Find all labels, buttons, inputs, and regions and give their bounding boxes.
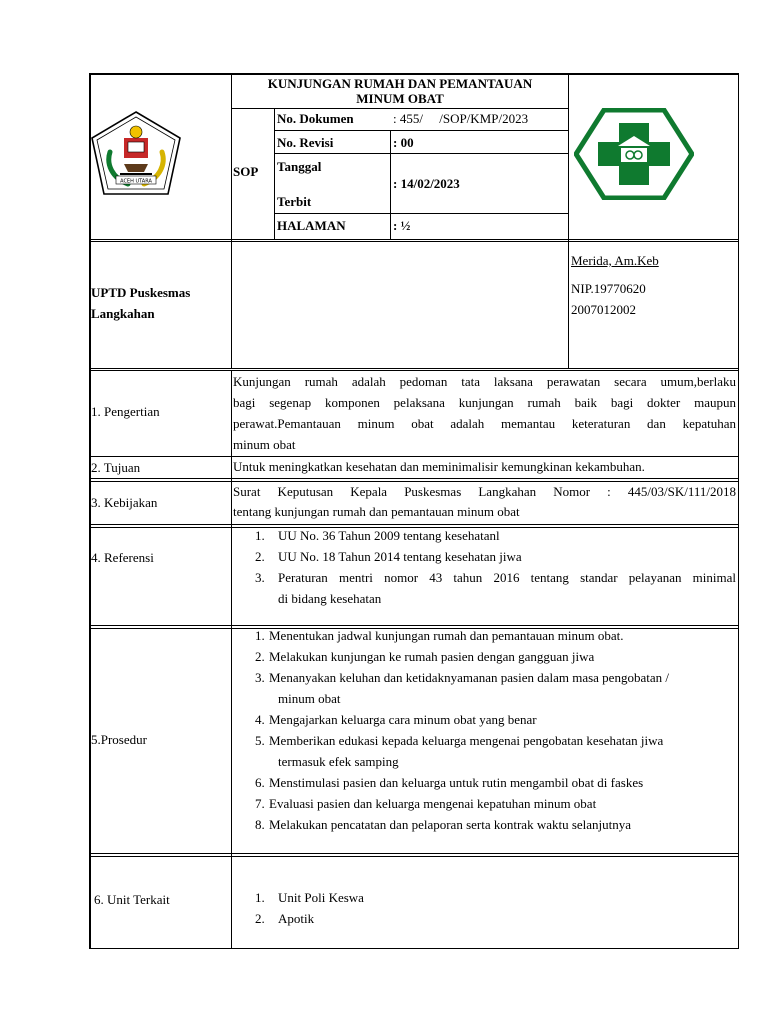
- list-item: [233, 890, 736, 911]
- pengertian-line: Kunjungan rumah adalah pedoman tata laksana perawatan secara umum,berlaku: [233, 374, 736, 389]
- section-label-prosedur: 5.Prosedur: [91, 732, 147, 747]
- issue-date-label-line1: Tanggal: [277, 159, 322, 174]
- list-item-continuation: [233, 691, 736, 712]
- doc-number-label: No. Dokumen: [277, 111, 354, 126]
- sop-label: SOP: [233, 164, 259, 179]
- list-item-continuation: [233, 754, 736, 775]
- kebijakan-text: [233, 482, 736, 522]
- pengertian-text: [233, 371, 736, 455]
- list-number: 2.: [255, 911, 265, 926]
- list-number: 1.: [255, 890, 265, 905]
- pengertian-line: bagi segenap komponen pelaksana kunjungan rumah baik bagi dokter maupun: [233, 395, 736, 410]
- doc-number-value: : 455/ /SOP/KMP/2023: [393, 111, 529, 126]
- section-label-unit-terkait: 6. Unit Terkait: [94, 892, 170, 907]
- document-title-line2: MINUM OBAT: [356, 91, 444, 106]
- list-text: termasuk efek samping: [278, 754, 399, 769]
- list-text: Menanyakan keluhan dan ketidaknyamanan pasien dalam masa pengobatan /: [269, 670, 669, 685]
- section-label-pengertian: 1. Pengertian: [91, 404, 160, 419]
- list-number: 8.: [255, 817, 265, 832]
- list-number: 3.: [255, 670, 265, 685]
- section-label-kebijakan: 3. Kebijakan: [91, 495, 158, 510]
- list-number: 1.: [255, 628, 265, 643]
- list-item: [233, 712, 736, 733]
- referensi-list: [233, 528, 736, 612]
- kebijakan-line: tentang kunjungan rumah dan pemantauan minum obat: [233, 504, 520, 519]
- list-number: 7.: [255, 796, 265, 811]
- list-item: [233, 817, 736, 838]
- issue-date-label-line2: Terbit: [277, 194, 312, 209]
- list-number: 6.: [255, 775, 265, 790]
- list-number: 4.: [255, 712, 265, 727]
- signatory-nip-line2: 2007012002: [571, 302, 636, 317]
- tujuan-text: Untuk meningkatkan kesehatan dan meminimalisir kemungkinan kekambuhan.: [233, 459, 645, 474]
- section-label-tujuan: 2. Tujuan: [91, 460, 141, 475]
- list-number: 2.: [255, 549, 265, 564]
- list-text: Mengajarkan keluarga cara minum obat yang benar: [269, 712, 537, 727]
- puskesmas-logo: [574, 108, 694, 200]
- list-number: 2.: [255, 649, 265, 664]
- list-item: [233, 628, 736, 649]
- list-item: [233, 549, 736, 570]
- list-item: [233, 570, 736, 591]
- list-number: 1.: [255, 528, 265, 543]
- list-item: [233, 649, 736, 670]
- list-item: [233, 796, 736, 817]
- aceh-utara-emblem: [88, 108, 184, 198]
- kebijakan-line: Surat Keputusan Kepala Puskesmas Langkahan Nomor : 445/03/SK/111/2018: [233, 484, 736, 499]
- pengertian-line: minum obat: [233, 437, 296, 452]
- org-name-line1: UPTD Puskesmas: [91, 285, 191, 300]
- list-text: di bidang kesehatan: [278, 591, 382, 606]
- revision-label: No. Revisi: [277, 135, 334, 150]
- list-text: Apotik: [278, 911, 315, 926]
- unit-terkait-list: [233, 890, 736, 932]
- list-text: Peraturan mentri nomor 43 tahun 2016 tentang standar pelayanan minimal: [278, 570, 736, 585]
- document-title-line1: KUNJUNGAN RUMAH DAN PEMANTAUAN: [267, 76, 533, 91]
- list-text: Melakukan kunjungan ke rumah pasien dengan gangguan jiwa: [269, 649, 595, 664]
- revision-value: : 00: [393, 135, 414, 150]
- list-item: [233, 670, 736, 691]
- list-text: Memberikan edukasi kepada keluarga mengenai pengobatan kesehatan jiwa: [269, 733, 664, 748]
- list-text: Menentukan jadwal kunjungan rumah dan pemantauan minum obat.: [269, 628, 624, 643]
- list-item: [233, 775, 736, 796]
- list-item: [233, 733, 736, 754]
- list-text: Unit Poli Keswa: [278, 890, 364, 905]
- page-value: : ½: [393, 218, 411, 233]
- signatory-nip-line1: NIP.19770620: [571, 281, 646, 296]
- list-text: UU No. 18 Tahun 2014 tentang kesehatan jiwa: [278, 549, 522, 564]
- list-item-continuation: [233, 591, 736, 612]
- list-number: 5.: [255, 733, 265, 748]
- list-text: UU No. 36 Tahun 2009 tentang kesehatanl: [278, 528, 500, 543]
- page-label: HALAMAN: [277, 218, 346, 233]
- list-text: Evaluasi pasien dan keluarga mengenai kepatuhan minum obat: [269, 796, 597, 811]
- signatory-name: Merida, Am.Keb: [571, 253, 659, 268]
- list-item: [233, 528, 736, 549]
- pengertian-line: perawat.Pemantauan minum obat adalah memantau keteraturan dan kepatuhan: [233, 416, 736, 431]
- prosedur-list: [233, 628, 736, 838]
- section-label-referensi: 4. Referensi: [91, 550, 154, 565]
- issue-date-value: : 14/02/2023: [393, 176, 460, 191]
- list-text: Melakukan pencatatan dan pelaporan serta kontrak waktu selanjutnya: [269, 817, 632, 832]
- org-name-line2: Langkahan: [91, 306, 155, 321]
- list-text: minum obat: [278, 691, 341, 706]
- list-text: Menstimulasi pasien dan keluarga untuk rutin mengambil obat di faskes: [269, 775, 644, 790]
- list-number: 3.: [255, 570, 265, 585]
- list-item: [233, 911, 736, 932]
- emblem-ribbon-text: ACEH UTARA: [120, 178, 152, 185]
